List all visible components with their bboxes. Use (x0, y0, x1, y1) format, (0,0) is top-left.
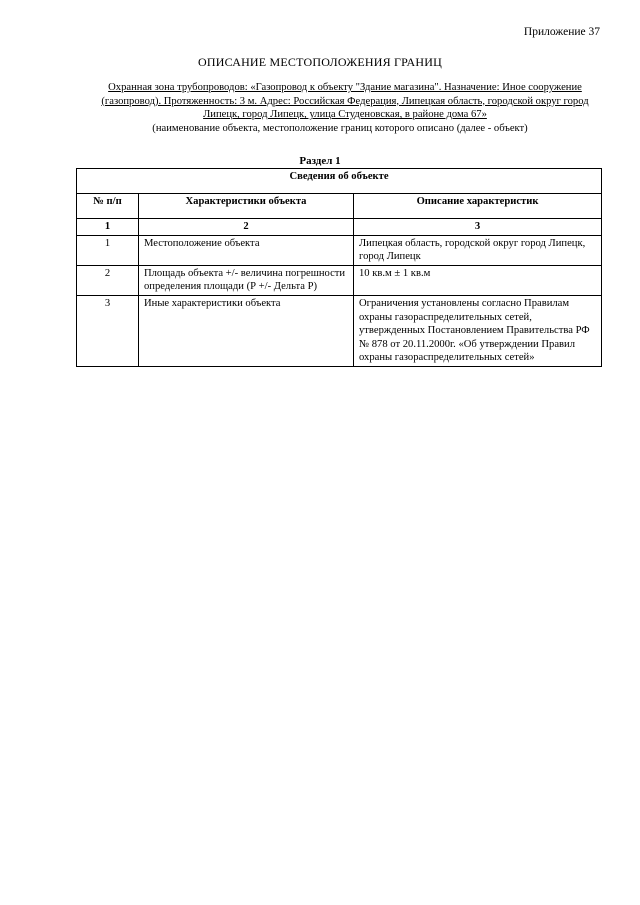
row-description: Липецкая область, городской округ город Липецк, город Липецк (354, 235, 602, 265)
row-num: 3 (77, 295, 139, 366)
object-description: Охранная зона трубопроводов: «Газопровод к объекту "Здание магазина". Назначение: Иное сооружение (газопровод). Протяженность: 3 м. Адрес: Российская Федерация, Липецкая область, городской округ город Липецк, город Липецк, улица Студеновская, в районе дома 67» (101, 82, 589, 121)
row-characteristic: Иные характеристики объекта (139, 295, 354, 366)
row-description: Ограничения установлены согласно Правилам охраны газораспределительных сетей, утвержденных Постановлением Правительства РФ № 878 от 20.11.2000г. «Об утверждении Правил охраны газораспределительных сетей» (354, 295, 602, 366)
table-row (77, 235, 602, 265)
table-row (77, 295, 602, 366)
appendix-label: Приложение 37 (523, 26, 600, 38)
table-header-row (77, 194, 602, 219)
row-characteristic: Местоположение объекта (139, 235, 354, 265)
header-characteristic: Характеристики объекта (139, 194, 354, 219)
document-title: ОПИСАНИЕ МЕСТОПОЛОЖЕНИЯ ГРАНИЦ (198, 55, 442, 69)
column-number-2: 2 (139, 219, 354, 236)
header-description: Описание характеристик (354, 194, 602, 219)
table-caption-row (77, 169, 602, 194)
table-row (77, 265, 602, 295)
column-number-row (77, 219, 602, 236)
section-title: Раздел 1 (299, 155, 341, 167)
row-characteristic: Площадь объекта +/- величина погрешности определения площади (Р +/- Дельта Р) (139, 265, 354, 295)
object-info-table (76, 168, 602, 367)
row-num: 1 (77, 235, 139, 265)
row-description: 10 кв.м ± 1 кв.м (354, 265, 602, 295)
column-number-1: 1 (77, 219, 139, 236)
object-caption: (наименование объекта, местоположение границ которого описано (далее - объект) (152, 123, 528, 134)
column-number-3: 3 (354, 219, 602, 236)
table-caption: Сведения об объекте (77, 169, 602, 194)
header-num: № п/п (77, 194, 139, 219)
row-num: 2 (77, 265, 139, 295)
